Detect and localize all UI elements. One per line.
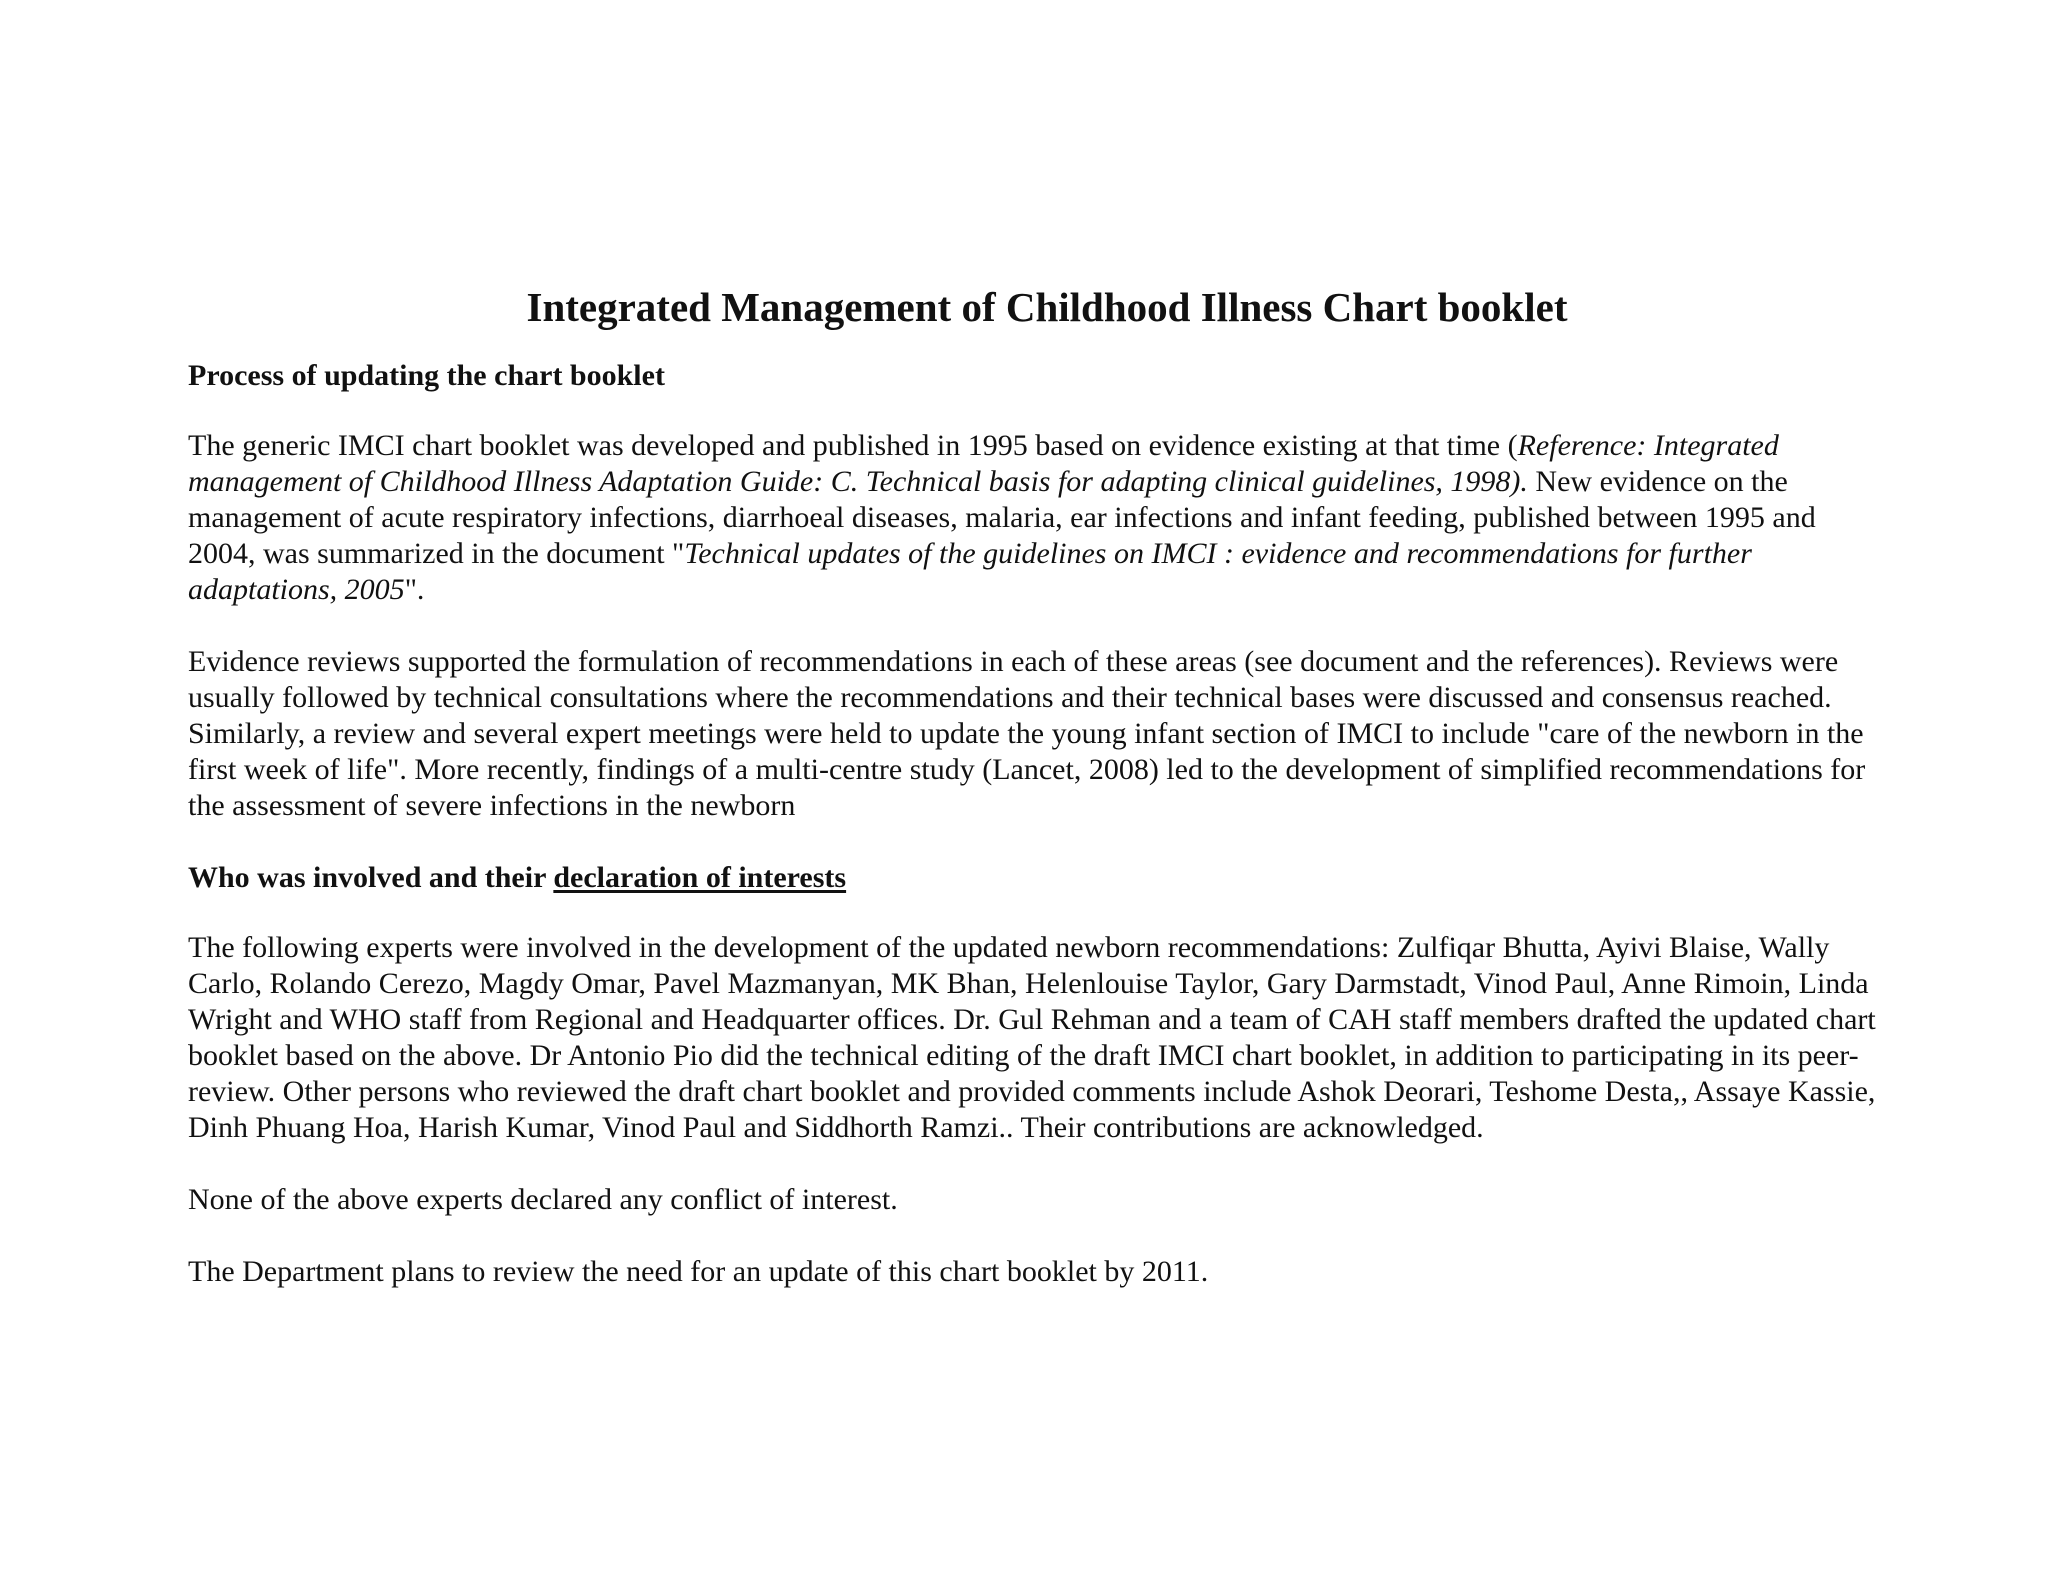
reference-citation: Reference: Integrated management of Childhood Illness Adaptation Guide: C. Technical basis for adapting clinical guidelines, 1998).	[188, 429, 1779, 498]
section-heading-involvement	[188, 860, 1878, 896]
paragraph-text: New evidence on the management of acute respiratory infections, diarrhoeal diseases, malaria, ear infections and infant feeding, published between 1995 and 2004, was summarized in the document "	[188, 465, 1816, 570]
paragraph-experts: The following experts were involved in the development of the updated newborn recommendations: Zulfiqar Bhutta, Ayivi Blaise, Wally Carlo, Rolando Cerezo, Magdy Omar, Pavel Mazmanyan, MK Bhan, Helenlouise Taylor, Gary Darmstadt, Vinod Paul, Anne Rimoin, Linda Wright and WHO staff from Regional and Headquarter offices. Dr. Gul Rehman and a team of CAH staff members drafted the updated chart booklet based on the above. Dr Antonio Pio did the technical editing of the draft IMCI chart booklet, in addition to participating in its peer-review. Other persons who reviewed the draft chart booklet and provided comments include Ashok Deorari, Teshome Desta,, Assaye Kassie, Dinh Phuang Hoa, Harish Kumar, Vinod Paul and Siddhorth Ramzi.. Their contributions are acknowledged.	[188, 931, 1876, 1144]
paragraph-text: The generic IMCI chart booklet was developed and published in 1995 based on evidence existing at that time (	[188, 429, 1518, 462]
paragraph-process-intro	[188, 428, 1878, 608]
document-title: Integrated Management of Childhood Illness Chart booklet	[526, 284, 1568, 330]
paragraph-conflict: None of the above experts declared any conflict of interest.	[188, 1183, 898, 1216]
heading-text: Who was involved and their	[188, 861, 554, 894]
declaration-of-interests-link[interactable]: declaration of interests	[553, 861, 847, 894]
paragraph-review-plan: The Department plans to review the need for an update of this chart booklet by 2011.	[188, 1255, 1209, 1288]
paragraph-text: ".	[404, 573, 425, 606]
document-page	[188, 280, 1878, 1326]
paragraph-evidence-reviews: Evidence reviews supported the formulation of recommendations in each of these areas (see document and the references). Reviews were usually followed by technical consultations where the recommendations and their technical bases were discussed and consensus reached. Similarly, a review and several expert meetings were held to update the young infant section of IMCI to include "care of the newborn in the first week of life". More recently, findings of a multi-centre study (Lancet, 2008) led to the development of simplified recommendations for the assessment of severe infections in the newborn	[188, 645, 1866, 822]
section-heading-process: Process of updating the chart booklet	[188, 359, 665, 392]
document-citation: Technical updates of the guidelines on IMCI : evidence and recommendations for further adaptations, 2005	[188, 537, 1752, 606]
